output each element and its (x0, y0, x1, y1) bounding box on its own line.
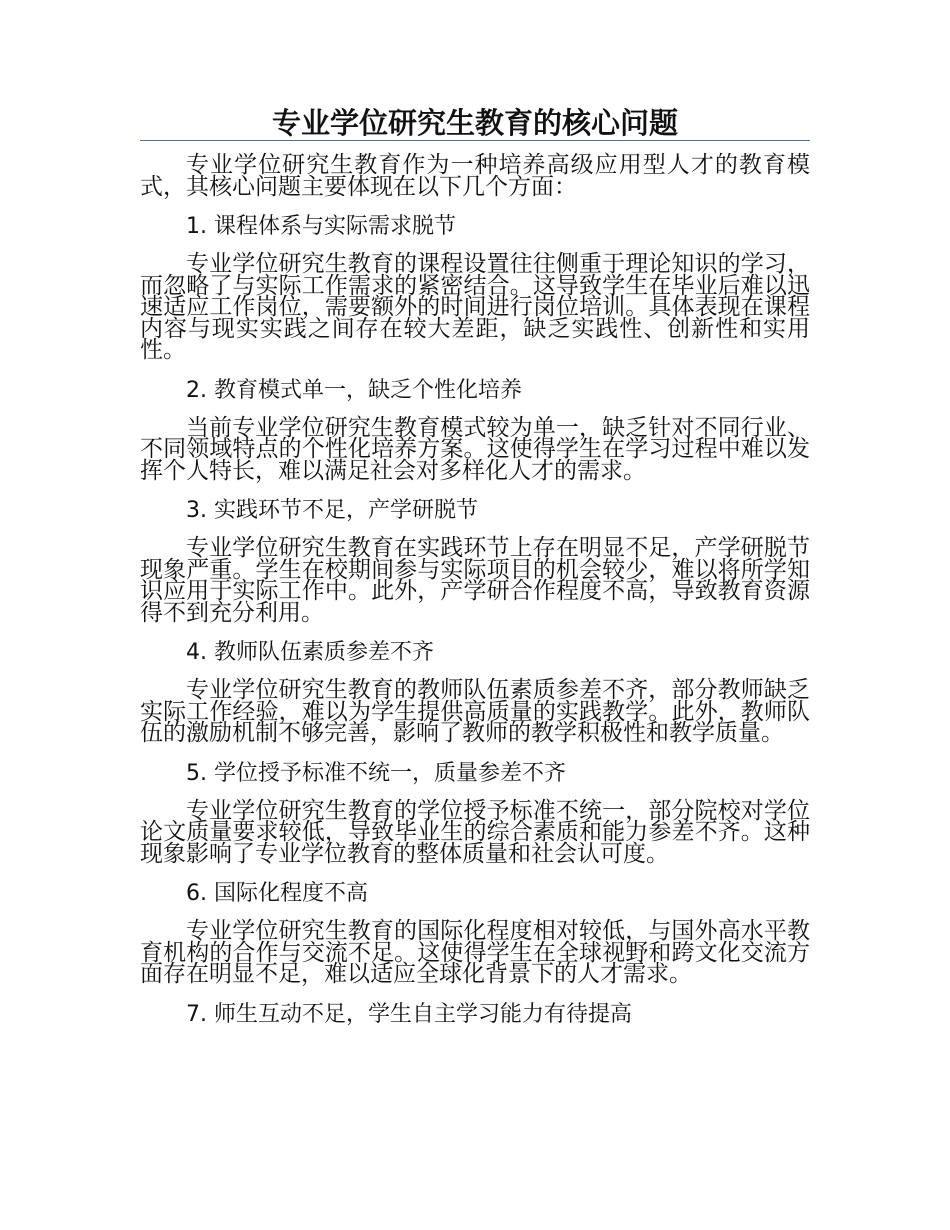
section-heading: 7. 师生互动不足，学生自主学习能力有待提高 (186, 1001, 632, 1027)
title-underline (140, 140, 810, 141)
section-paragraph: 专业学位研究生教育的教师队伍素质参差不齐，部分教师缺乏实际工作经验，难以为学生提供高质量的实践教学。此外，教师队伍的激励机制不够完善，影响了教师的教学积极性和教学质量。 (140, 677, 810, 746)
section-paragraph: 专业学位研究生教育的国际化程度相对较低，与国外高水平教育机构的合作与交流不足。这使得学生在全球视野和跨文化交流方面存在明显不足，难以适应全球化背景下的人才需求。 (140, 918, 810, 987)
section-heading: 4. 教师队伍素质参差不齐 (186, 640, 434, 665)
page-title: 专业学位研究生教育的核心问题 (271, 106, 678, 140)
intro-paragraph: 专业学位研究生教育作为一种培养高级应用型人才的教育模式，其核心问题主要体现在以下几个方面： (140, 152, 810, 200)
section-paragraph: 当前专业学位研究生教育模式较为单一，缺乏针对不同行业、不同领域特点的个性化培养方案。这使得学生在学习过程中难以发挥个人特长，难以满足社会对多样化人才的需求。 (140, 414, 810, 484)
section-heading: 2. 教育模式单一，缺乏个性化培养 (186, 377, 522, 403)
section-heading: 1. 课程体系与实际需求脱节 (186, 214, 456, 239)
section-paragraph: 专业学位研究生教育的课程设置往往侧重于理论知识的学习，而忽略了与实际工作需求的紧密结合。这导致学生在毕业后难以迅速适应工作岗位，需要额外的时间进行岗位培训。具体表现在课程内容与现实实践之间存在较大差距，缺乏实践性、创新性和实用性。 (140, 251, 810, 363)
section-heading: 5. 学位授予标准不统一，质量参差不齐 (186, 760, 566, 786)
document-body (140, 152, 810, 1042)
section-paragraph: 专业学位研究生教育的学位授予标准不统一，部分院校对学位论文质量要求较低，导致毕业生的综合素质和能力参差不齐。这种现象影响了专业学位教育的整体质量和社会认可度。 (140, 797, 810, 867)
section-paragraph: 专业学位研究生教育在实践环节上存在明显不足，产学研脱节现象严重。学生在校期间参与实际项目的机会较少，难以将所学知识应用于实际工作中。此外，产学研合作程度不高，导致教育资源得不到充分利用。 (140, 535, 810, 626)
section-heading: 6. 国际化程度不高 (186, 881, 368, 906)
section-heading: 3. 实践环节不足，产学研脱节 (186, 498, 478, 523)
